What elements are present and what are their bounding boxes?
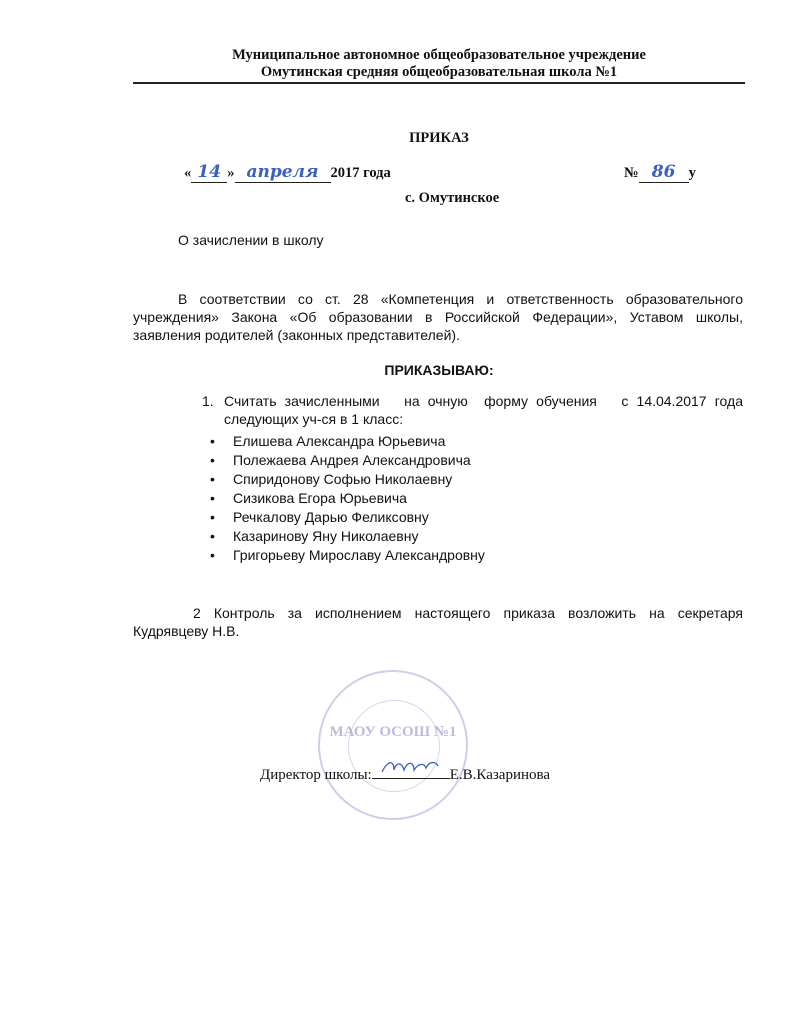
header-line-2: Омутинская средняя общеобразовательная школа №1 <box>260 64 618 80</box>
header-line-1: Муниципальное автономное общеобразовательное учреждение <box>232 47 646 63</box>
order-item-2: 2 Контроль за исполнением настоящего приказа возложить на секретаря Кудрявцеву Н.В. <box>133 605 743 639</box>
stamp-text: МАОУ ОСОШ №1 <box>329 724 457 740</box>
quote-close: » <box>227 165 235 181</box>
order-number <box>624 164 696 183</box>
signature-label: Директор школы: <box>260 767 372 783</box>
quote-open: « <box>184 165 192 181</box>
order-item-1 <box>202 392 747 428</box>
handwritten-signature-icon <box>380 758 440 778</box>
official-stamp <box>318 670 468 820</box>
place: с. Омутинское <box>405 190 500 206</box>
list-item: • Елишева Александра Юрьевича <box>210 432 485 451</box>
student-list <box>210 432 485 565</box>
header-divider <box>133 82 745 84</box>
subject: О зачислении в школу <box>178 232 324 248</box>
order-date <box>184 164 391 183</box>
list-item: • Речкалову Дарью Феликсовну <box>210 508 485 527</box>
list-item: • Полежаева Андрея Александровича <box>210 451 485 470</box>
list-item: • Спиридонову Софью Николаевну <box>210 470 485 489</box>
signatory-name: Е.В.Казаринова <box>449 767 551 783</box>
signature-field <box>372 764 450 779</box>
institution-name <box>133 47 745 81</box>
item-number: 1. <box>202 393 214 409</box>
list-item: • Казаринову Яну Николаевну <box>210 527 485 546</box>
preamble: В соответствии со ст. 28 «Компетенция и ответственность образовательного учреждения» Закона «Об образовании в Российской Федерации», Уставом школы, заявления родителей (законных представителей). <box>133 291 743 343</box>
number-value: 86 <box>651 162 676 182</box>
date-year: 2017 года <box>330 165 391 181</box>
date-day: 14 <box>197 162 222 182</box>
list-item: • Григорьеву Мирославу Александровну <box>210 546 485 565</box>
signature-line <box>260 764 550 784</box>
number-suffix: у <box>688 165 696 181</box>
document-title: ПРИКАЗ <box>409 130 469 146</box>
number-sign: № <box>624 165 639 181</box>
list-item: • Сизикова Егора Юрьевича <box>210 489 485 508</box>
date-month: апреля <box>246 162 319 182</box>
order-heading: ПРИКАЗЫВАЮ: <box>384 362 494 378</box>
item-1-text: Считать зачисленными на очную форму обучения с 14.04.2017 года следующих уч-ся в 1 класс: <box>224 393 747 427</box>
